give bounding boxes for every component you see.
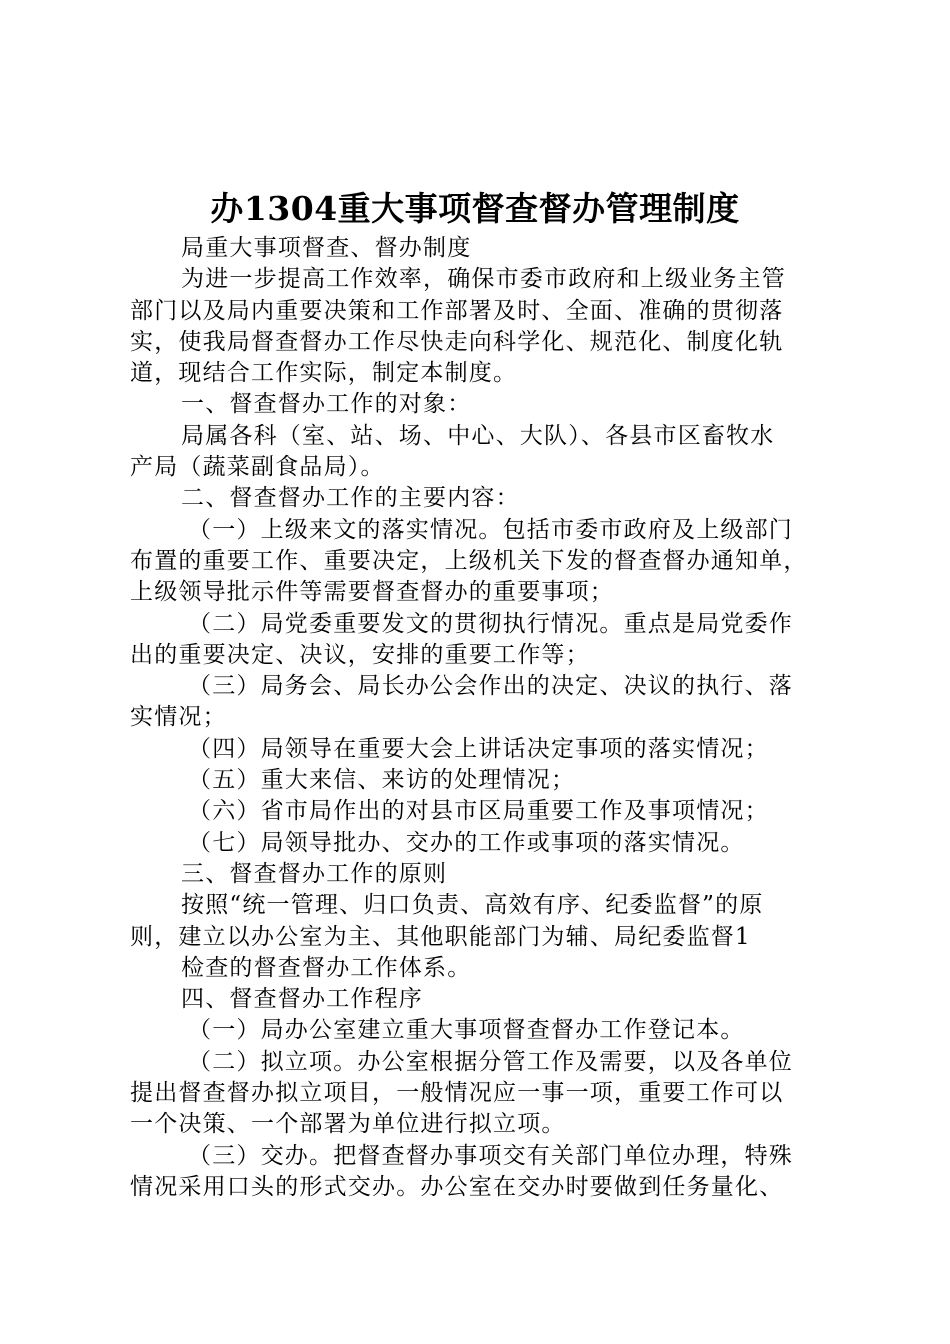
section-heading: 二、督查督办工作的主要内容： xyxy=(181,485,520,512)
list-item-line: （六）省市局作出的对县市区局重要工作及事项情况； xyxy=(188,798,769,825)
paragraph-line: 情况采用口头的形式交办。办公室在交办时要做到任务量化、 xyxy=(130,1173,784,1200)
paragraph-line: 则，建立以办公室为主、其他职能部门为辅、局纪委监督1 xyxy=(130,923,751,950)
list-item-line: （二）局党委重要发文的贯彻执行情况。重点是局党委作 xyxy=(188,610,793,637)
document-title: 办1304重大事项督查督办管理制度 xyxy=(210,189,740,228)
paragraph-line: 产局（蔬菜副食品局）。 xyxy=(130,454,385,481)
paragraph-line: 为进一步提高工作效率，确保市委市政府和上级业务主管 xyxy=(181,266,786,293)
list-item-line: （五）重大来信、来访的处理情况； xyxy=(188,767,576,794)
paragraph-line: 部门以及局内重要决策和工作部署及时、全面、准确的贯彻落 xyxy=(130,297,784,324)
paragraph-line: 检查的督查督办工作体系。 xyxy=(181,954,472,981)
list-item-line: （三）交办。把督查督办事项交有关部门单位办理，特殊 xyxy=(188,1142,793,1169)
list-item-line: （一）局办公室建立重大事项督查督办工作登记本。 xyxy=(188,1017,745,1044)
paragraph-line: 布置的重要工作、重要决定，上级机关下发的督查督办通知单， xyxy=(130,547,808,574)
section-heading: 三、督查督办工作的原则 xyxy=(181,860,448,887)
paragraph-line: 按照“统一管理、归口负责、高效有序、纪委监督”的原 xyxy=(181,892,764,919)
paragraph-line: 局重大事项督查、督办制度 xyxy=(181,235,472,261)
paragraph-line: 提出督查督办拟立项目，一般情况应一事一项，重要工作可以 xyxy=(130,1080,784,1107)
document-body xyxy=(130,233,840,1203)
section-heading: 四、督查督办工作程序 xyxy=(181,986,423,1013)
list-item-line: （二）拟立项。办公室根据分管工作及需要，以及各单位 xyxy=(188,1048,793,1075)
paragraph-line: 道，现结合工作实际，制定本制度。 xyxy=(130,360,518,387)
paragraph-line: 一个决策、一个部署为单位进行拟立项。 xyxy=(130,1111,566,1138)
paragraph-line: 上级领导批示件等需要督查督办的重要事项； xyxy=(130,579,614,606)
list-item-line: （三）局务会、局长办公会作出的决定、决议的执行、落 xyxy=(188,673,793,700)
list-item-line: （七）局领导批办、交办的工作或事项的落实情况。 xyxy=(188,829,745,856)
section-heading: 一、督查督办工作的对象： xyxy=(181,391,472,418)
paragraph-line: 实，使我局督查督办工作尽快走向科学化、规范化、制度化轨 xyxy=(130,328,784,355)
list-item-line: （四）局领导在重要大会上讲话决定事项的落实情况； xyxy=(188,735,769,762)
paragraph-line: 实情况； xyxy=(130,704,227,731)
paragraph-line: 出的重要决定、决议，安排的重要工作等； xyxy=(130,641,590,668)
list-item-line: （一）上级来文的落实情况。包括市委市政府及上级部门 xyxy=(188,516,793,543)
paragraph-line: 局属各科（室、站、场、中心、大队）、各县市区畜牧水 xyxy=(181,422,775,449)
